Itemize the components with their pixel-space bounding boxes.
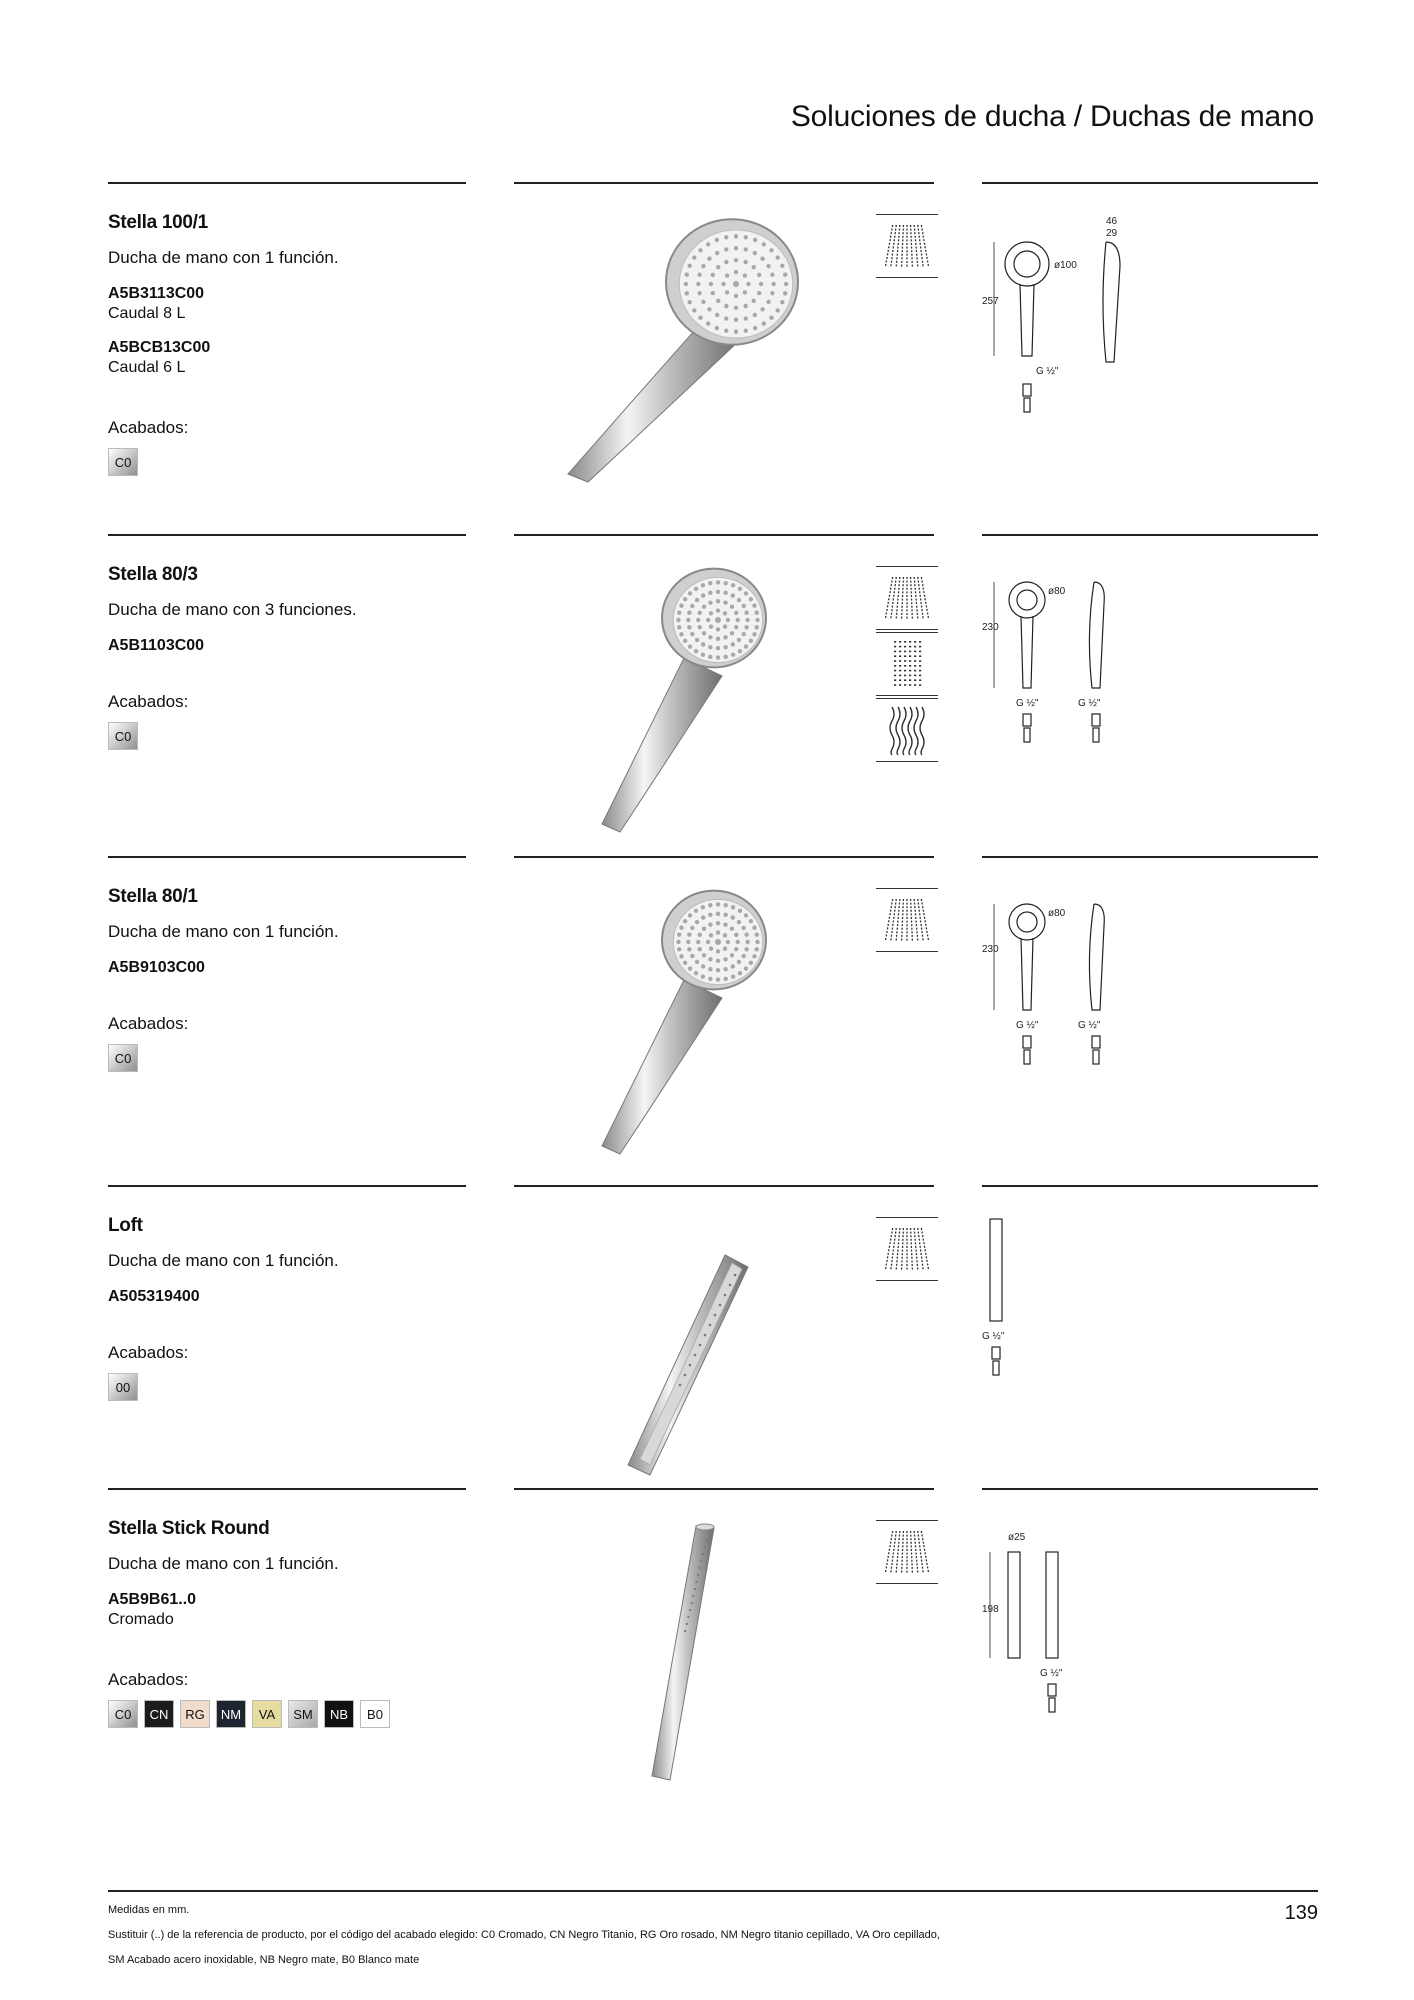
section-divider: [514, 182, 934, 184]
technical-drawing: [982, 564, 1202, 804]
technical-drawing-frame: [982, 1518, 1202, 1758]
reference-block: [108, 338, 508, 378]
product-description: Ducha de mano con 1 función.: [108, 248, 339, 267]
product-description: Ducha de mano con 1 función.: [108, 922, 339, 941]
spray-icon-box: [876, 1520, 938, 1584]
finish-swatch-cn[interactable]: CN: [144, 1700, 174, 1728]
product-info: [108, 212, 508, 476]
product-photo: [510, 212, 850, 502]
dimension-height: 198: [982, 1604, 999, 1615]
reference-code: A5B3113C00: [108, 285, 205, 302]
rain-spray-icon: [884, 571, 930, 625]
product-name: Stella 100/1: [108, 212, 208, 233]
section-divider: [108, 856, 466, 858]
technical-drawing-frame: [982, 212, 1202, 452]
product-description: Ducha de mano con 3 funciones.: [108, 600, 357, 619]
reference-code: A5BCB13C00: [108, 339, 211, 356]
dimension-diameter: ø80: [1048, 586, 1066, 597]
dimension-diameter: ø80: [1048, 908, 1066, 919]
finish-swatch-c0[interactable]: C0: [108, 1044, 138, 1072]
footer-divider: [108, 1890, 1318, 1892]
finishes-label: Acabados:: [108, 418, 189, 437]
technical-drawing-frame: [982, 564, 1202, 804]
finish-swatch-c0[interactable]: C0: [108, 722, 138, 750]
section-divider: [108, 1488, 466, 1490]
reference-note: Cromado: [108, 1611, 174, 1628]
finish-swatch-va[interactable]: VA: [252, 1700, 282, 1728]
technical-drawing: [982, 1518, 1202, 1758]
spray-icon-box: [876, 632, 938, 696]
finish-swatch-00[interactable]: 00: [108, 1373, 138, 1401]
rain-spray-icon: [884, 1222, 930, 1276]
section-divider: [514, 856, 934, 858]
product-info: [108, 886, 508, 1072]
finishes-label: Acabados:: [108, 692, 189, 711]
dimension-depth-inner: 29: [1106, 228, 1118, 239]
finish-swatch-rg[interactable]: RG: [180, 1700, 210, 1728]
reference-block: [108, 284, 508, 324]
spray-icon-box: [876, 698, 938, 762]
finishes-label: Acabados:: [108, 1343, 189, 1362]
dimension-height: 230: [982, 944, 999, 955]
finishes-label: Acabados:: [108, 1014, 189, 1033]
reference-block: [108, 636, 508, 656]
section-divider: [514, 1185, 934, 1187]
technical-drawing: [982, 212, 1202, 452]
technical-drawing-frame: [982, 886, 1202, 1126]
dimension-thread-side: G ½": [1078, 698, 1101, 709]
product-section: [0, 1185, 1414, 1515]
finish-swatches: [108, 722, 508, 750]
reference-code: A5B9103C00: [108, 959, 205, 976]
product-description: Ducha de mano con 1 función.: [108, 1554, 339, 1573]
product-photo-frame: [510, 1215, 850, 1505]
finish-swatch-c0[interactable]: C0: [108, 448, 138, 476]
product-info: [108, 1518, 508, 1728]
section-divider: [982, 182, 1318, 184]
reference-code: A5B1103C00: [108, 637, 205, 654]
footer-note-finishes: Sustituir (..) de la referencia de producto, por el código del acabado elegido: C0 Cromado, CN Negro Titanio, RG Oro rosado, NM Negro titanio cepillado, VA Oro cepillado,: [108, 1929, 940, 1941]
dimension-diameter: ø25: [1008, 1532, 1026, 1543]
finish-swatches: [108, 1044, 508, 1072]
section-divider: [982, 534, 1318, 536]
finish-swatch-sm[interactable]: SM: [288, 1700, 318, 1728]
page-number: 139: [1284, 1902, 1318, 1924]
spray-icon-box: [876, 888, 938, 952]
product-name: Stella 80/3: [108, 564, 198, 585]
finishes-label: Acabados:: [108, 1670, 189, 1689]
dimension-height: 230: [982, 622, 999, 633]
dimension-thread: G ½": [982, 1331, 1005, 1342]
section-divider: [514, 534, 934, 536]
section-divider: [982, 856, 1318, 858]
finish-swatches: [108, 448, 508, 476]
dimension-thread-side: G ½": [1078, 1020, 1101, 1031]
dimension-thread: G ½": [1016, 1020, 1039, 1031]
rain-spray-icon: [884, 219, 930, 273]
spray-icon-box: [876, 214, 938, 278]
product-photo-frame: [510, 1518, 850, 1808]
section-divider: [982, 1185, 1318, 1187]
finish-swatches: [108, 1700, 508, 1728]
wave-spray-icon: [884, 703, 930, 757]
spray-icons: [876, 214, 938, 280]
reference-code: A5B9B61..0: [108, 1591, 197, 1608]
product-photo-frame: [510, 564, 850, 854]
product-photo: [510, 886, 850, 1176]
footer-note-units: Medidas en mm.: [108, 1904, 190, 1916]
spray-icons: [876, 566, 938, 764]
product-photo-frame: [510, 212, 850, 502]
finish-swatch-nm[interactable]: NM: [216, 1700, 246, 1728]
dimension-diameter: ø100: [1054, 260, 1077, 271]
product-name: Loft: [108, 1215, 143, 1236]
reference-note: Caudal 8 L: [108, 305, 186, 322]
dimension-thread: G ½": [1036, 366, 1059, 377]
product-photo-frame: [510, 886, 850, 1176]
product-section: [0, 534, 1414, 864]
page-title: Soluciones de ducha / Duchas de mano: [790, 100, 1314, 133]
section-divider: [108, 1185, 466, 1187]
product-photo: [510, 1215, 850, 1505]
product-info: [108, 564, 508, 750]
footer-note-finishes-cont: SM Acabado acero inoxidable, NB Negro mate, B0 Blanco mate: [108, 1954, 420, 1966]
finish-swatch-c0[interactable]: C0: [108, 1700, 138, 1728]
reference-block: [108, 1287, 508, 1307]
technical-drawing-frame: [982, 1215, 1202, 1455]
product-photo: [510, 1518, 850, 1808]
finish-swatch-nb[interactable]: NB: [324, 1700, 354, 1728]
section-divider: [982, 1488, 1318, 1490]
reference-note: Caudal 6 L: [108, 359, 186, 376]
section-divider: [514, 1488, 934, 1490]
product-name: Stella 80/1: [108, 886, 198, 907]
technical-drawing: [982, 1215, 1202, 1455]
reference-block: [108, 958, 508, 978]
product-section: [0, 1488, 1414, 1818]
product-name: Stella Stick Round: [108, 1518, 270, 1539]
finish-swatch-b0[interactable]: B0: [360, 1700, 390, 1728]
dimension-thread: G ½": [1016, 698, 1039, 709]
product-photo: [510, 564, 850, 854]
spray-icon-box: [876, 566, 938, 630]
rain-spray-icon: [884, 893, 930, 947]
reference-code: A505319400: [108, 1288, 200, 1305]
finish-swatches: [108, 1373, 508, 1401]
spray-icons: [876, 1217, 938, 1283]
spray-icons: [876, 1520, 938, 1586]
spray-icon-box: [876, 1217, 938, 1281]
product-section: [0, 182, 1414, 512]
section-divider: [108, 534, 466, 536]
product-section: [0, 856, 1414, 1186]
rain-spray-icon: [884, 1525, 930, 1579]
dimension-height: 257: [982, 296, 999, 307]
product-info: [108, 1215, 508, 1401]
technical-drawing: [982, 886, 1202, 1126]
spray-icons: [876, 888, 938, 954]
reference-block: [108, 1590, 508, 1630]
massage-spray-icon: [884, 637, 930, 691]
dimension-depth-outer: 46: [1106, 216, 1118, 227]
dimension-thread: G ½": [1040, 1668, 1063, 1679]
product-description: Ducha de mano con 1 función.: [108, 1251, 339, 1270]
section-divider: [108, 182, 466, 184]
